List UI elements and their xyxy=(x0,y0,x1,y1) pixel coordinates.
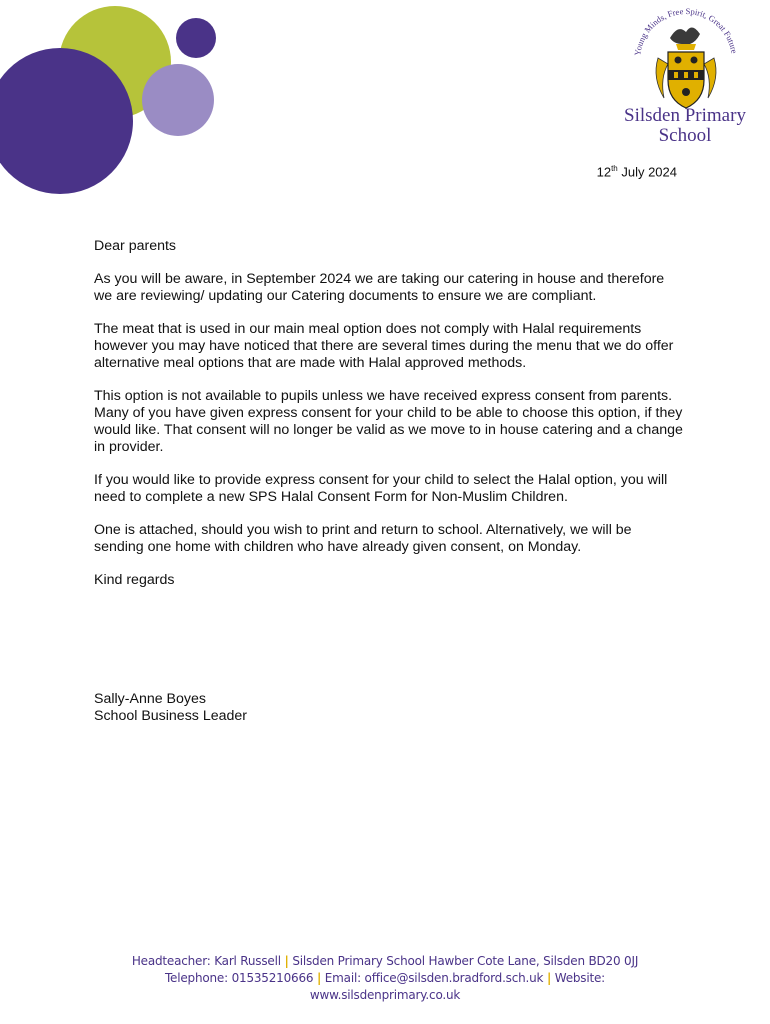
signature-block xyxy=(94,691,247,725)
school-name-line1: Silsden Primary xyxy=(624,105,746,126)
footer-website-link[interactable]: www.silsdenprimary.co.uk xyxy=(309,988,461,1002)
paragraph-1: As you will be aware, in September 2024 we are taking our catering in house and therefore we are reviewing/ updating our Catering documents to ensure we are compliant. xyxy=(94,271,665,304)
crest-motto: Young Minds, Free Spirit, Great Future xyxy=(632,8,740,57)
footer-separator: | xyxy=(316,971,322,985)
letter-body xyxy=(94,238,684,605)
school-name xyxy=(600,106,770,146)
date-day: 12 xyxy=(596,164,612,180)
decorative-circles xyxy=(0,0,230,200)
paragraph-4: If you would like to provide express consent for your child to select the Halal option, you will need to complete a new SPS Halal Consent Form for Non-Muslim Children. xyxy=(94,472,668,505)
footer-line-3 xyxy=(80,987,690,1004)
footer-address: Silsden Primary School Hawber Cote Lane, Silsden BD20 0JJ xyxy=(292,954,639,968)
date-suffix: th xyxy=(611,164,618,173)
footer-website-label: Website: xyxy=(554,971,606,985)
paragraph-3: This option is not available to pupils unless we have received express consent from parents. Many of you have given express consent for your child to be able to choose this option, if they would like. That consent will no longer be valid as we move to in house catering and a change in provider. xyxy=(94,388,683,455)
paragraph-5: One is attached, should you wish to print and return to school. Alternatively, we will be sending one home with children who have already given consent, on Monday. xyxy=(94,522,632,555)
school-name-line2: School xyxy=(658,125,712,146)
footer-separator: | xyxy=(546,971,552,985)
footer-email[interactable]: Email: office@silsden.bradford.sch.uk xyxy=(324,971,544,985)
footer-telephone: Telephone: 01535210666 xyxy=(164,971,314,985)
signatory-title: School Business Leader xyxy=(94,708,248,724)
letter-date xyxy=(540,164,677,179)
school-crest-logo xyxy=(630,8,742,116)
date-month-year: July 2024 xyxy=(617,164,677,180)
footer-headteacher: Headteacher: Karl Russell xyxy=(131,954,281,968)
paragraph-2: The meat that is used in our main meal option does not comply with Halal requirements however you may have noticed that there are several times during the menu that we do offer alternative meal options that are made with Halal approved methods. xyxy=(94,321,674,371)
dark-purple-small-circle xyxy=(176,18,216,58)
closing: Kind regards xyxy=(94,572,175,588)
lilac-circle xyxy=(142,64,214,136)
footer-line-2 xyxy=(80,970,690,987)
footer-line-1 xyxy=(80,953,690,970)
signatory-name: Sally-Anne Boyes xyxy=(94,691,206,707)
salutation: Dear parents xyxy=(94,238,177,254)
footer xyxy=(80,953,690,1004)
footer-separator: | xyxy=(284,954,289,968)
